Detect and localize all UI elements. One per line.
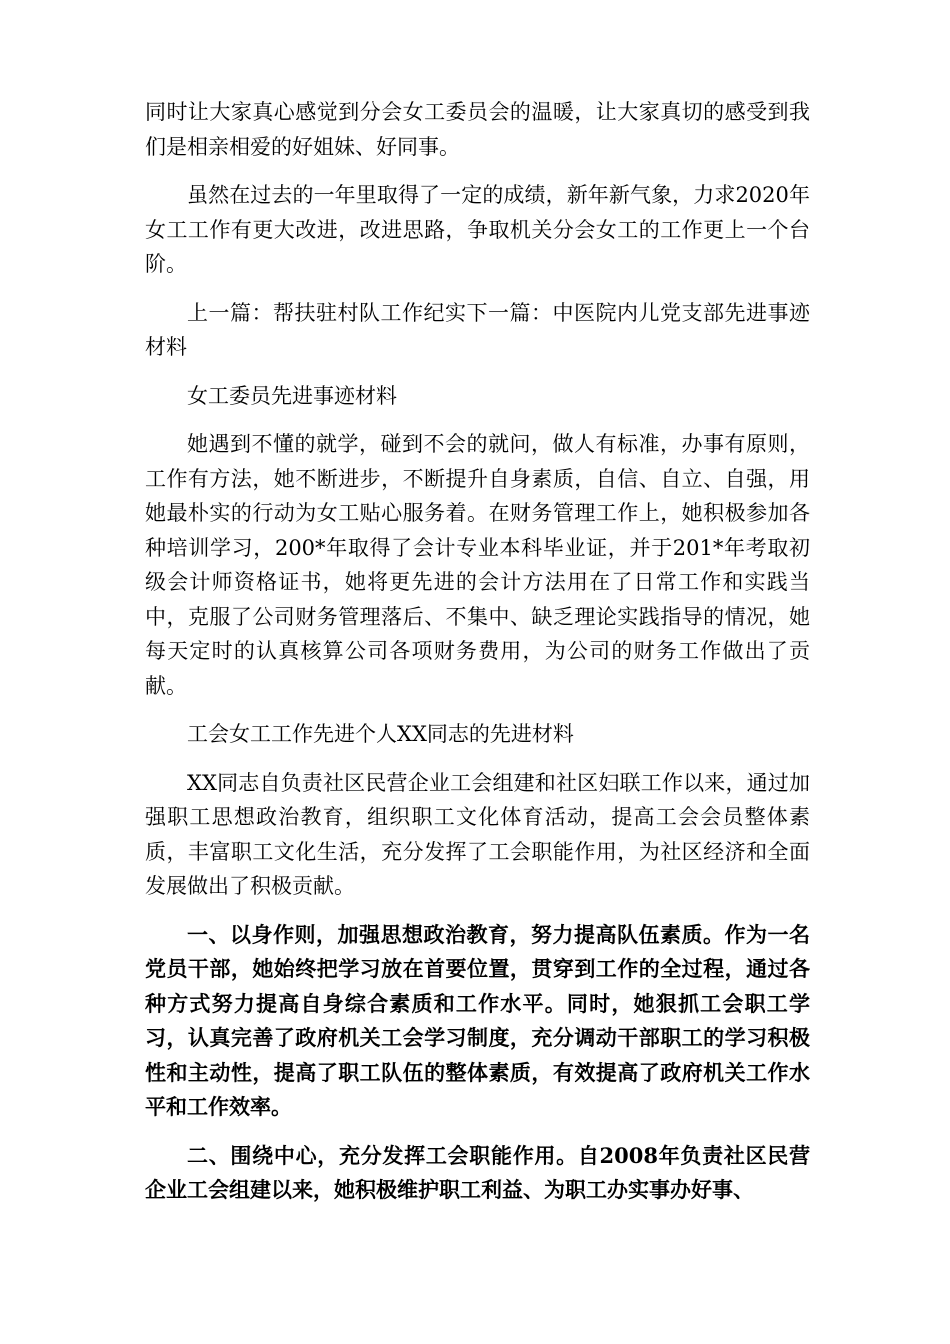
paragraph-1: 同时让大家真心感觉到分会女工委员会的温暖，让大家真切的感受到我们是相亲相爱的好姐妹、好同事。	[145, 100, 810, 159]
paragraph-4: XX同志自负责社区民营企业工会组建和社区妇联工作以来，通过加强职工思想政治教育，组织职工文化体育活动，提高工会会员整体素质，丰富职工文化生活，充分发挥了工会职能作用，为社区经济和全面发展做出了积极贡献。	[145, 770, 810, 898]
section-title-1: 女工委员先进事迹材料	[187, 383, 397, 408]
paragraph-3: 她遇到不懂的就学，碰到不会的就问，做人有标准，办事有原则，工作有方法，她不断进步，不断提升自身素质，自信、自立、自强，用她最朴实的行动为女工贴心服务着。在财务管理工作上，她积极参加各种培训学习，200*年取得了会计专业本科毕业证，并于201*年考取初级会计师资格证书，她将更先进的会计方法用在了日常工作和实践当中，克服了公司财务管理落后、不集中、缺乏理论实践指导的情况，她每天定时的认真核算公司各项财务费用，为公司的财务工作做出了贡献。	[145, 432, 810, 698]
document-body	[145, 95, 810, 1222]
paragraph-2: 虽然在过去的一年里取得了一定的成绩，新年新气象，力求2020年女工工作有更大改进，改进思路，争取机关分会女工的工作更上一个台阶。	[145, 183, 810, 276]
section-title-2: 工会女工工作先进个人XX同志的先进材料	[187, 722, 574, 746]
prev-next-links[interactable]: 上一篇：帮扶驻村队工作纪实下一篇：中医院内儿党支部先进事迹材料	[145, 300, 810, 359]
bold-paragraph-2: 二、围绕中心，充分发挥工会职能作用。自2008年负责社区民营企业工会组建以来，她积极维护职工利益、为职工办实事办好事、	[145, 1142, 810, 1202]
bold-paragraph-1: 一、以身作则，加强思想政治教育，努力提高队伍素质。作为一名党员干部，她始终把学习放在首要位置，贯穿到工作的全过程，通过各种方式努力提高自身综合素质和工作水平。同时，她狠抓工会职工学习，认真完善了政府机关工会学习制度，充分调动干部职工的学习积极性和主动性，提高了职工队伍的整体素质，有效提高了政府机关工作水平和工作效率。	[145, 921, 810, 1119]
